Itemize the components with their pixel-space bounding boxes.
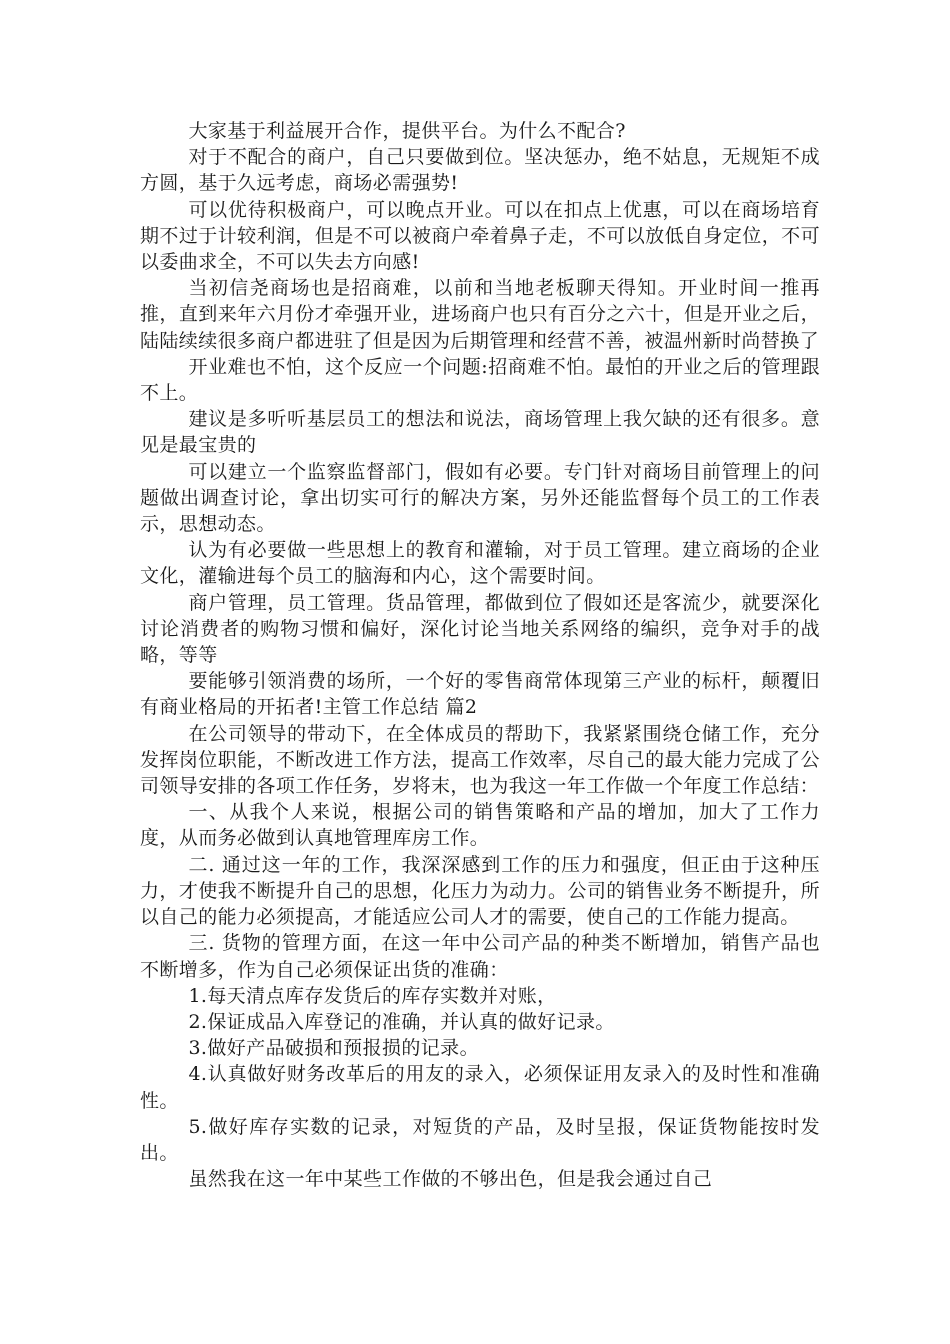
list-item: 2.保证成品入库登记的准确，并认真的做好记录。 <box>188 1010 615 1033</box>
paragraph: 大家基于利益展开合作，提供平台。为什么不配合? <box>188 120 626 142</box>
paragraph: 建议是多听听基层员工的想法和说法，商场管理上我欠缺的还有很多。意见是最宝贵的 <box>140 408 820 457</box>
paragraph: 商户管理，员工管理。货品管理，都做到位了假如还是客流少，就要深化讨论消费者的购物习惯和偏好，深化讨论当地关系网络的编织，竞争对手的战略，等等 <box>140 591 820 667</box>
list-item: 3.做好产品破损和预报损的记录。 <box>188 1037 479 1060</box>
paragraph: 虽然我在这一年中某些工作做的不够出色，但是我会通过自己 <box>188 1168 713 1191</box>
paragraph: 可以优待积极商户，可以晚点开业。可以在扣点上优惠，可以在商场培育期不过于计较利润，但是不可以被商户牵着鼻子走，不可以放低自身定位，不可以委曲求全，不可以失去方向感! <box>140 198 820 274</box>
paragraph: 当初信尧商场也是招商难，以前和当地老板聊天得知。开业时间一推再推，直到来年六月份才牵强开业，进场商户也只有百分之六十，但是开业之后，陆陆续续很多商户都进驻了但是因为后期管理和经营不善，被温州新时尚替换了 <box>140 277 820 352</box>
paragraph: 开业难也不怕，这个反应一个问题:招商难不怕。最怕的开业之后的管理跟不上。 <box>140 355 820 405</box>
paragraph: 在公司领导的带动下，在全体成员的帮助下，我紧紧围绕仓储工作，充分发挥岗位职能，不断改进工作方法，提高工作效率，尽自己的最大能力完成了公司领导安排的各项工作任务，岁将末，也为我这一年工作做一个年度工作总结： <box>140 722 820 798</box>
paragraph: 可以建立一个监察监督部门，假如有必要。专门针对商场目前管理上的问题做出调查讨论，拿出切实可行的解决方案，另外还能监督每个员工的工作表示，思想动态。 <box>140 460 820 536</box>
list-item: 5.做好库存实数的记录，对短货的产品，及时呈报，保证货物能按时发出。 <box>140 1115 820 1164</box>
list-item: 1.每天清点库存发货后的库存实数并对账， <box>188 984 557 1007</box>
paragraph: 二. 通过这一年的工作，我深深感到工作的压力和强度，但正由于这种压力，才使我不断提升自己的思想，化压力为动力。公司的销售业务不断提升，所以自己的能力必须提高，才能适应公司人才的需要，使自己的工作能力提高。 <box>140 853 820 929</box>
document-body <box>140 118 820 1192</box>
paragraph: 三. 货物的管理方面，在这一年中公司产品的种类不断增加，销售产品也不断增多，作为自己必须保证出货的准确： <box>140 932 820 981</box>
paragraph: 对于不配合的商户，自己只要做到位。坚决惩办，绝不姑息，无规矩不成方圆，基于久远考虑，商场必需强势! <box>140 146 820 195</box>
paragraph: 要能够引领消费的场所，一个好的零售商常体现第三产业的标杆，颠覆旧有商业格局的开拓者!主管工作总结 篇2 <box>140 670 820 719</box>
list-item: 4.认真做好财务改革后的用友的录入，必须保证用友录入的及时性和准确性。 <box>140 1063 820 1112</box>
paragraph: 一、从我个人来说，根据公司的销售策略和产品的增加，加大了工作力度，从而务必做到认真地管理库房工作。 <box>140 801 820 850</box>
paragraph: 认为有必要做一些思想上的教育和灌输，对于员工管理。建立商场的企业文化，灌输进每个员工的脑海和内心，这个需要时间。 <box>140 539 820 588</box>
